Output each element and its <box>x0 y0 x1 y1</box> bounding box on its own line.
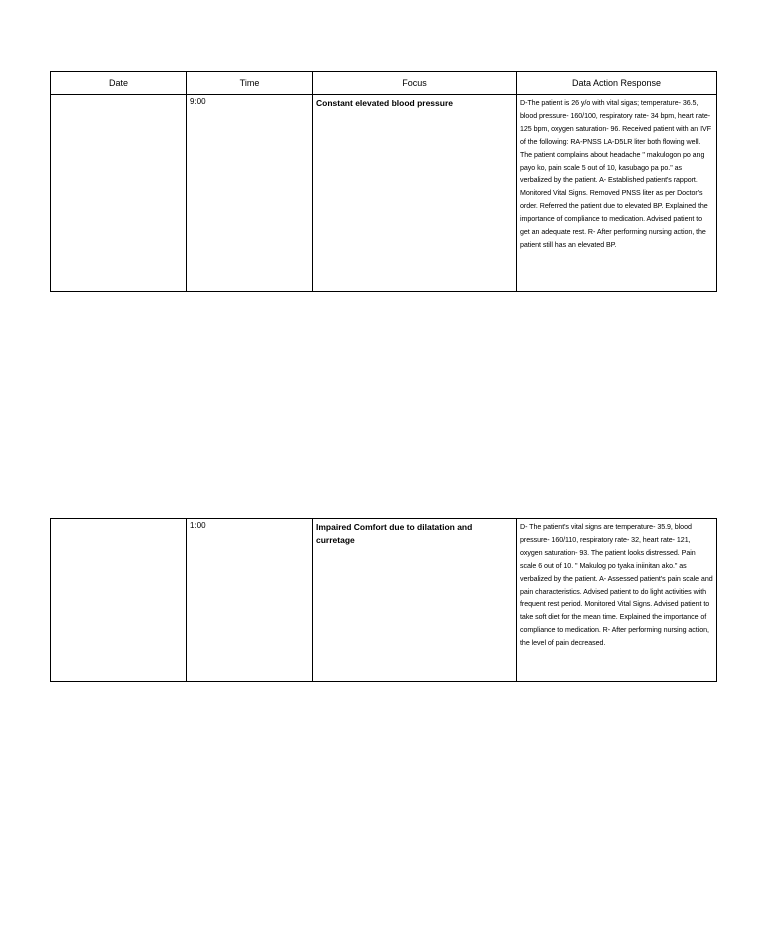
time-cell: 9:00 <box>187 95 313 292</box>
date-cell <box>51 95 187 292</box>
table-row <box>51 519 717 682</box>
nursing-notes-table-1 <box>50 71 717 292</box>
date-cell <box>51 519 187 682</box>
header-time: Time <box>187 72 313 95</box>
nursing-notes-table-2 <box>50 518 717 682</box>
header-focus: Focus <box>313 72 517 95</box>
header-row <box>51 72 717 95</box>
dar-cell: D-The patient is 26 y/o with vital sigas; temperature- 36.5, blood pressure- 160/100, respiratory rate- 34 bpm, heart rate- 125 bpm, oxygen saturation- 96. Received patient with an IVF of the following: RA-PNSS LA-D5LR liter both flowing well. The patient complains about headache " makulogon po ang payo ko, pain scale 5 out of 10, kasubago pa po." as verbalized by the patient. A- Established patient's rapport. Monitored Vital Signs. Removed PNSS liter as per Doctor's order. Referred the patient due to elevated BP. Explained the importance of compliance to medication. Advised patient to get an adequate rest. R- After performing nursing action, the patient still has an elevated BP. <box>517 95 717 292</box>
focus-cell: Constant elevated blood pressure <box>313 95 517 292</box>
table-row <box>51 95 717 292</box>
header-dar: Data Action Response <box>517 72 717 95</box>
time-cell: 1:00 <box>187 519 313 682</box>
dar-cell: D- The patient's vital signs are temperature- 35.9, blood pressure- 160/110, respiratory rate- 32, heart rate- 121, oxygen saturation- 93. The patient looks distressed. Pain scale 6 out of 10. " Makulog po tyaka iniinitan ako." as verbalized by the patient. A- Assessed patient's pain scale and pain characteristics. Advised patient to do light activities with frequent rest period. Monitored Vital Signs. Advised patient to take soft diet for the mean time. Explained the importance of compliance to medication. R- After performing nursing action, the level of pain decreased. <box>517 519 717 682</box>
header-date: Date <box>51 72 187 95</box>
focus-cell: Impaired Comfort due to dilatation and curretage <box>313 519 517 682</box>
